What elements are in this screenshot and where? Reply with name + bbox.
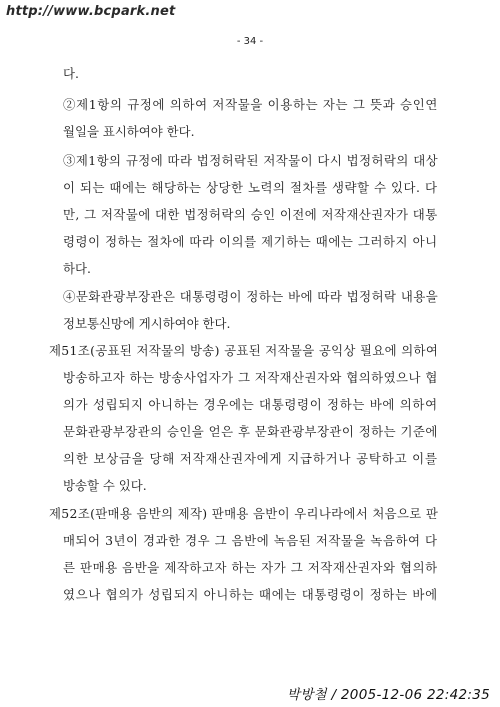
text-line: 였으나 협의가 성립되지 아니하는 때에는 대통령령이 정하는 바에 — [63, 587, 438, 602]
footer-timestamp: 박방철 / 2005-12-06 22:42:35 — [286, 687, 490, 703]
text-line: 령령이 정하는 절차에 따라 이의를 제기하는 때에는 그러하지 아니 — [63, 234, 438, 249]
text-line: 제51조(공표된 저작물의 방송) 공표된 저작물을 공익상 필요에 의하여 — [49, 343, 439, 358]
text-line: 이 되는 때에는 해당하는 상당한 노력의 절차를 생략할 수 있다. 다 — [63, 180, 438, 195]
page-number: - 34 - — [236, 36, 264, 47]
text-line: ③제1항의 규정에 따라 법정허락된 저작물이 다시 법정허락의 대상 — [63, 153, 439, 168]
watermark-url: http://www.bcpark.net — [6, 4, 176, 19]
text-line: ④문화관광부장관은 대통령령이 정하는 바에 따라 법정허락 내용을 — [63, 289, 439, 304]
text-line: 하다. — [63, 261, 91, 276]
text-line: 문화관광부장관의 승인을 얻은 후 문화관광부장관이 정하는 기준에 — [63, 424, 438, 439]
text-line: 정보통신망에 게시하여야 한다. — [63, 316, 231, 331]
text-line: 제52조(판매용 음반의 제작) 판매용 음반이 우리나라에서 처음으로 판 — [49, 506, 439, 521]
text-line: 의가 성립되지 아니하는 경우에는 대통령령이 정하는 바에 의하여 — [63, 397, 438, 412]
text-line: 매되어 3년이 경과한 경우 그 음반에 녹음된 저작물을 녹음하여 다 — [63, 533, 438, 548]
text-line: 월일을 표시하여야 한다. — [63, 124, 195, 139]
text-line: 의한 보상금을 당해 저작재산권자에게 지급하거나 공탁하고 이를 — [63, 451, 438, 466]
text-line: 방송할 수 있다. — [63, 478, 147, 493]
text-line: 른 판매용 음반을 제작하고자 하는 자가 그 저작재산권자와 협의하 — [63, 560, 438, 575]
text-line: 방송하고자 하는 방송사업자가 그 저작재산권자와 협의하였으나 협 — [63, 370, 438, 385]
text-line: 만, 그 저작물에 대한 법정허락의 승인 이전에 저작재산권자가 대통 — [63, 207, 438, 222]
text-line: ②제1항의 규정에 의하여 저작물을 이용하는 자는 그 뜻과 승인연 — [63, 97, 439, 112]
text-line: 다. — [63, 66, 79, 81]
